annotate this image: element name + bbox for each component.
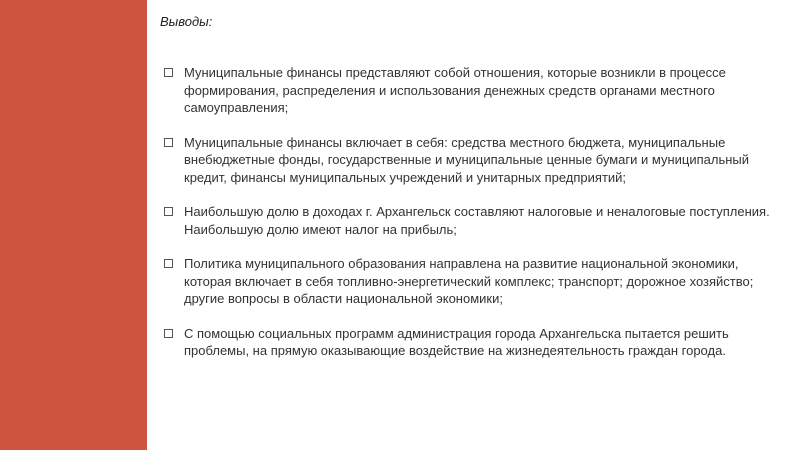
square-bullet-icon xyxy=(164,259,173,268)
list-item-text: Наибольшую долю в доходах г. Архангельск составляют налоговые и неналоговые поступления. Наибольшую долю имеют налог на прибыль; xyxy=(184,204,770,237)
list-item-text: Муниципальные финансы включает в себя: средства местного бюджета, муниципальные внебюджетные фонды, государственные и муниципальные ценные бумаги и муниципальный кредит, финансы муниципальных учреждений и унитарных предприятий; xyxy=(184,134,750,185)
list-item-text: Муниципальные финансы представляют собой отношения, которые возникли в процессе формирования, распределения и использования денежных средств органами местного самоуправления; xyxy=(184,65,726,115)
square-bullet-icon xyxy=(164,138,173,147)
square-bullet-icon xyxy=(164,329,173,338)
decorative-side-band xyxy=(0,0,147,450)
list-item-text: Политика муниципального образования направлена на развитие национальной экономики, которая включает в себя топливно-энергетический комплекс; транспорт; дорожное хозяйство; другие вопросы в области национальной экономики; xyxy=(184,256,754,306)
square-bullet-icon xyxy=(164,207,173,216)
list-item xyxy=(160,134,785,187)
list-item xyxy=(160,255,785,308)
list-item xyxy=(160,325,785,360)
list-item xyxy=(160,64,785,117)
slide-content xyxy=(160,14,785,377)
square-bullet-icon xyxy=(164,68,173,77)
slide-title: Выводы: xyxy=(160,14,213,29)
conclusions-list xyxy=(160,64,785,360)
list-item xyxy=(160,203,785,238)
list-item-text: С помощью социальных программ администрация города Архангельска пытается решить проблемы, на прямую оказывающие воздействие на жизнедеятельность граждан города. xyxy=(184,325,729,358)
